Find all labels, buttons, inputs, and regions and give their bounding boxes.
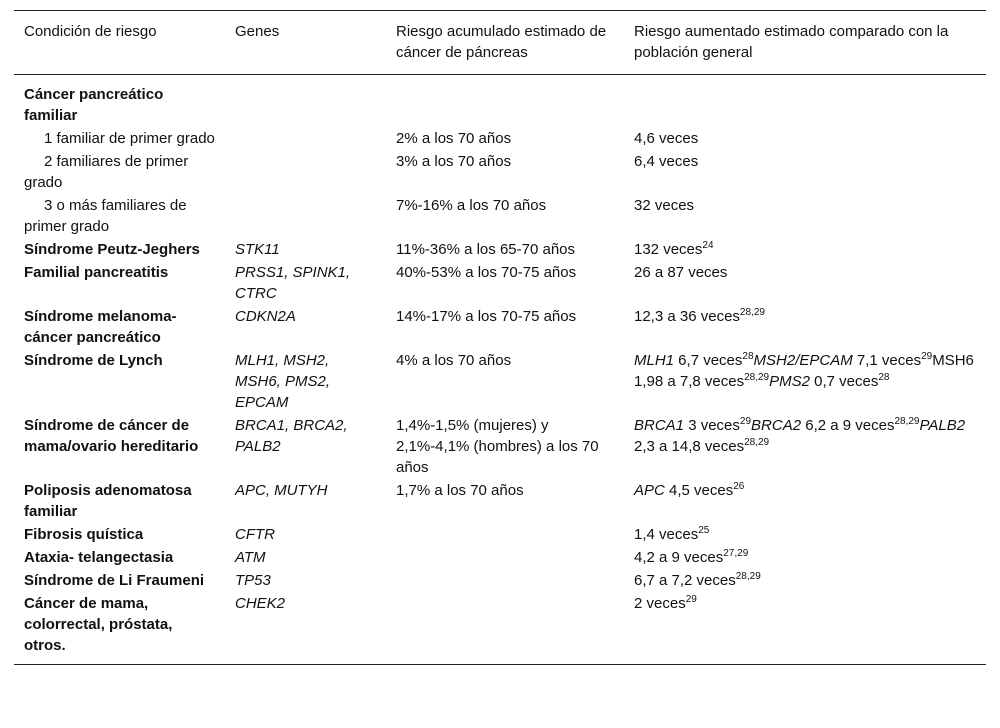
cell-cumulative-risk: 11%-36% a los 65-70 años <box>396 241 576 258</box>
cell-increased-risk <box>624 414 986 479</box>
risk-text: 32 veces <box>634 197 695 214</box>
risk-text: 6,4 veces <box>634 153 699 170</box>
cell-cumulative-risk <box>386 523 624 546</box>
cell-genes: MLH1, MSH2, MSH6, PMS2, EPCAM <box>235 352 331 411</box>
cell-genes <box>225 127 386 150</box>
risk-text: MSH6 1,98 a 7,8 veces <box>634 352 974 390</box>
cell-genes: CDKN2A <box>235 308 296 325</box>
table-row <box>14 479 986 523</box>
risk-text: 2,3 a 14,8 veces <box>634 438 745 455</box>
risk-table-container <box>14 10 986 665</box>
cell-cumulative-risk: 7%-16% a los 70 años <box>396 197 547 214</box>
risk-text: 7,1 veces <box>852 352 922 369</box>
cell-genes: STK11 <box>235 241 280 258</box>
reference-superscript: 27,29 <box>723 548 749 559</box>
cell-cumulative-risk: 2% a los 70 años <box>396 130 512 147</box>
reference-superscript: 28,29 <box>739 307 765 318</box>
reference-superscript: 29 <box>685 594 697 605</box>
cell-increased-risk <box>624 479 986 523</box>
risk-text: 4,6 veces <box>634 130 699 147</box>
reference-superscript: 26 <box>733 481 745 492</box>
gene-name: PALB2 <box>919 417 966 434</box>
cell-increased-risk <box>624 592 986 665</box>
cell-cumulative-risk <box>386 592 624 665</box>
table-row <box>14 414 986 479</box>
cell-increased-risk <box>624 127 986 150</box>
cell-increased-risk <box>624 569 986 592</box>
cell-genes: BRCA1, BRCA2, PALB2 <box>235 417 348 455</box>
cell-increased-risk <box>624 546 986 569</box>
risk-text: 6,7 veces <box>674 352 743 369</box>
table-row <box>14 523 986 546</box>
header-increased-risk: Riesgo aumentado estimado comparado con la población general <box>634 23 949 61</box>
cell-increased-risk <box>624 305 986 349</box>
gene-name: APC <box>634 482 665 499</box>
header-genes: Genes <box>235 23 280 40</box>
reference-superscript: 28 <box>878 372 890 383</box>
cell-genes: TP53 <box>235 572 271 589</box>
table-row <box>14 127 986 150</box>
cell-condition: Síndrome de cáncer de mama/ovario hereditario <box>24 417 199 455</box>
cell-genes <box>225 194 386 238</box>
table-row <box>14 305 986 349</box>
table-row <box>14 238 986 261</box>
cell-increased-risk <box>624 349 986 414</box>
cell-genes: CHEK2 <box>235 595 286 612</box>
risk-text: 3 veces <box>684 417 740 434</box>
cell-condition: 3 o más familiares de primer grado <box>24 197 187 235</box>
header-condition: Condición de riesgo <box>24 23 157 40</box>
risk-text: 12,3 a 36 veces <box>634 308 740 325</box>
cell-genes <box>225 75 386 128</box>
cell-cumulative-risk <box>386 569 624 592</box>
risk-text: 26 a 87 veces <box>634 264 728 281</box>
cell-genes: ATM <box>235 549 266 566</box>
reference-superscript: 28,29 <box>735 571 761 582</box>
cell-cumulative-risk <box>386 546 624 569</box>
cell-increased-risk <box>624 261 986 305</box>
cell-cumulative-risk: 3% a los 70 años <box>396 153 512 170</box>
cell-condition: 2 familiares de primer grado <box>24 153 189 191</box>
table-row <box>14 194 986 238</box>
reference-superscript: 28,29 <box>894 416 920 427</box>
risk-text: 0,7 veces <box>809 373 879 390</box>
cell-increased-risk <box>624 150 986 194</box>
risk-table <box>14 10 986 665</box>
reference-superscript: 29 <box>739 416 752 427</box>
risk-text: 2 veces <box>634 595 686 612</box>
cell-cumulative-risk: 1,4%-1,5% (mujeres) y 2,1%-4,1% (hombres) a los 70 años <box>396 417 599 476</box>
reference-superscript: 24 <box>702 240 714 251</box>
cell-cumulative-risk <box>386 75 624 128</box>
reference-superscript: 25 <box>698 525 710 536</box>
cell-condition: Síndrome de Li Fraumeni <box>24 572 205 589</box>
cell-condition: Síndrome de Lynch <box>24 352 163 369</box>
table-row <box>14 75 986 128</box>
risk-text: 4,2 a 9 veces <box>634 549 724 566</box>
table-row <box>14 349 986 414</box>
gene-name: BRCA2 <box>751 417 802 434</box>
cell-cumulative-risk: 1,7% a los 70 años <box>396 482 524 499</box>
risk-text: 6,7 a 7,2 veces <box>634 572 736 589</box>
cell-genes: APC, MUTYH <box>235 482 328 499</box>
risk-text: 4,5 veces <box>664 482 734 499</box>
cell-cumulative-risk: 14%-17% a los 70-75 años <box>396 308 577 325</box>
reference-superscript: 28,29 <box>744 437 770 448</box>
cell-condition: Ataxia- telangectasia <box>24 549 174 566</box>
cell-increased-risk <box>624 194 986 238</box>
risk-text: 1,4 veces <box>634 526 699 543</box>
cell-genes <box>225 150 386 194</box>
gene-name: MLH1 <box>634 352 675 369</box>
cell-increased-risk <box>624 523 986 546</box>
table-row <box>14 546 986 569</box>
cell-condition: Síndrome melanoma-cáncer pancreático <box>24 308 177 346</box>
table-row <box>14 261 986 305</box>
gene-name: MSH2/EPCAM <box>753 352 853 369</box>
cell-genes: CFTR <box>235 526 275 543</box>
cell-increased-risk <box>624 75 986 128</box>
reference-superscript: 29 <box>921 351 933 362</box>
gene-name: BRCA1 <box>634 417 685 434</box>
risk-text: 132 veces <box>634 241 703 258</box>
cell-increased-risk <box>624 238 986 261</box>
reference-superscript: 28 <box>742 351 754 362</box>
table-row <box>14 150 986 194</box>
cell-condition: 1 familiar de primer grado <box>44 130 215 147</box>
cell-condition: Cáncer de mama, colorrectal, próstata, otros. <box>24 595 173 654</box>
table-body <box>14 75 986 665</box>
cell-condition: Cáncer pancreático familiar <box>24 86 164 124</box>
cell-cumulative-risk: 4% a los 70 años <box>396 352 512 369</box>
gene-name: PMS2 <box>769 373 810 390</box>
header-cumulative-risk: Riesgo acumulado estimado de cáncer de páncreas <box>396 23 607 61</box>
table-row <box>14 592 986 665</box>
cell-condition: Fibrosis quística <box>24 526 144 543</box>
cell-condition: Poliposis adenomatosa familiar <box>24 482 192 520</box>
risk-text: 6,2 a 9 veces <box>801 417 895 434</box>
table-row <box>14 569 986 592</box>
cell-condition: Síndrome Peutz-Jeghers <box>24 241 200 258</box>
table-header-row <box>14 11 986 75</box>
cell-cumulative-risk: 40%-53% a los 70-75 años <box>396 264 577 281</box>
cell-condition: Familial pancreatitis <box>24 264 169 281</box>
reference-superscript: 28,29 <box>744 372 770 383</box>
cell-genes: PRSS1, SPINK1, CTRC <box>235 264 351 302</box>
